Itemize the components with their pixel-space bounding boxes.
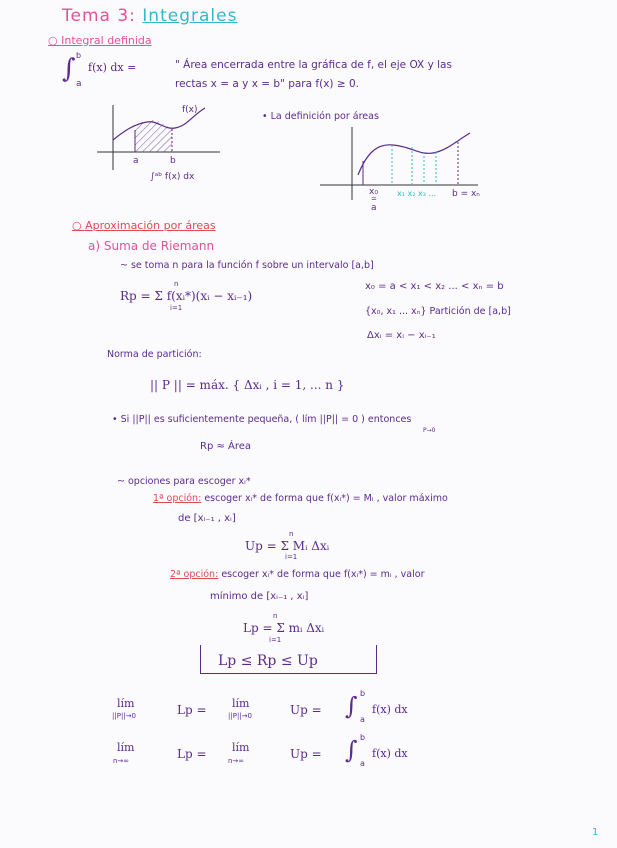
partition-line-2: {x₀, x₁ ... xₙ} Partición de [a,b] bbox=[365, 306, 511, 317]
lim2-sub: n→∞ bbox=[113, 757, 130, 765]
section-heading-definite-integral bbox=[48, 35, 152, 46]
up-sum-top: n bbox=[289, 530, 294, 538]
lp-sum-top: n bbox=[273, 612, 278, 620]
inequality: Lp ≤ Rp ≤ Up bbox=[218, 653, 318, 669]
section-heading-text: Aproximación por áreas bbox=[85, 219, 216, 232]
lim1-mid2: lím bbox=[232, 697, 250, 710]
small-norm-note: • Si ||P|| es suficientemente pequeña, ( lím ||P|| = 0 ) entonces bbox=[112, 414, 412, 425]
lim1-up: Up = bbox=[290, 703, 322, 717]
title-prefix: Tema 3: bbox=[62, 6, 136, 26]
small-norm-note-lim: P→0 bbox=[423, 427, 436, 434]
curve bbox=[358, 133, 470, 175]
title-name: Integrales bbox=[142, 6, 238, 26]
lp-formula: Lp = Σ mᵢ Δxᵢ bbox=[243, 621, 325, 635]
rp-approx: Rp ≈ Área bbox=[200, 441, 252, 452]
section-heading-text: Integral definida bbox=[61, 34, 152, 47]
riemann-sum-top: n bbox=[174, 280, 179, 288]
bullet: ○ bbox=[72, 219, 86, 232]
page-number: 1 bbox=[592, 827, 599, 838]
option1-line-2: de [xᵢ₋₁ , xᵢ] bbox=[178, 513, 236, 524]
graph2-a: a bbox=[371, 203, 377, 213]
integral-lower: a bbox=[76, 79, 82, 89]
lim1-int-lower: a bbox=[360, 715, 365, 724]
norm-heading: Norma de partición: bbox=[107, 349, 202, 360]
option1-text: escoger xᵢ* de forma que f(xᵢ*) = Mᵢ , valor máximo bbox=[204, 493, 448, 504]
graph1-tick-b: b bbox=[170, 156, 176, 166]
definition-line-2: rectas x = a y x = b" para f(x) ≥ 0. bbox=[175, 78, 359, 90]
graph1-tick-a: a bbox=[133, 156, 139, 166]
graph2-x0: x₀ bbox=[369, 187, 378, 197]
lim2-up: Up = bbox=[290, 747, 322, 761]
riemann-formula: Rp = Σ f(xᵢ*)(xᵢ − xᵢ₋₁) bbox=[120, 289, 253, 303]
lim1-sub: ||P||→0 bbox=[112, 712, 136, 720]
lim1-lhs: lím bbox=[117, 697, 135, 710]
lim1-mid: Lp = bbox=[177, 703, 207, 717]
section-heading-approximation bbox=[72, 220, 216, 231]
up-sum-bottom: i=1 bbox=[285, 553, 298, 561]
graph1-fx-label: f(x) bbox=[182, 105, 198, 115]
subheading-riemann: a) Suma de Riemann bbox=[88, 239, 215, 253]
lp-sum-bottom: i=1 bbox=[269, 636, 282, 644]
graph2-note: • La definición por áreas bbox=[262, 111, 379, 122]
norm-formula: || P || = máx. { Δxᵢ , i = 1, ... n } bbox=[150, 378, 345, 392]
partition-line-1: x₀ = a < x₁ < x₂ ... < xₙ = b bbox=[365, 281, 504, 292]
lim1-int-upper: b bbox=[360, 689, 366, 698]
lim2-lhs: lím bbox=[117, 741, 135, 754]
graph2-x0-eq: = bbox=[371, 195, 377, 203]
graph2-end: b = xₙ bbox=[452, 189, 480, 199]
option1-line-1 bbox=[153, 494, 448, 504]
lim2-mid: Lp = bbox=[177, 747, 207, 761]
lim2-mid2: lím bbox=[232, 741, 250, 754]
graph2-ticks: x₁ x₂ x₃ ... bbox=[397, 189, 437, 198]
definition-line-1: " Área encerrada entre la gráfica de f, el eje OX y las bbox=[175, 59, 452, 71]
lim2-int-lower: a bbox=[360, 759, 365, 768]
lim2-integral-sign: ∫ bbox=[345, 736, 358, 764]
graph-area-under-curve bbox=[95, 100, 225, 180]
option2-line-1 bbox=[170, 570, 424, 580]
riemann-intro: ~ se toma n para la función f sobre un intervalo [a,b] bbox=[120, 260, 374, 271]
lim2-int: f(x) dx bbox=[372, 747, 408, 760]
option2-text: escoger xᵢ* de forma que f(xᵢ*) = mᵢ , valor bbox=[221, 569, 425, 580]
shaded-area bbox=[135, 120, 172, 152]
option2-label: 2ª opción: bbox=[170, 569, 219, 580]
lim2-int-upper: b bbox=[360, 733, 366, 742]
integral-upper: b bbox=[76, 51, 82, 60]
lim2-sub2: n→∞ bbox=[228, 757, 245, 765]
riemann-sum-bottom: i=1 bbox=[170, 304, 183, 312]
option1-label: 1ª opción: bbox=[153, 493, 202, 504]
options-heading: ~ opciones para escoger xᵢ* bbox=[117, 476, 251, 487]
bullet: ○ bbox=[48, 34, 62, 47]
lim1-int: f(x) dx bbox=[372, 703, 408, 716]
lim1-sub2: ||P||→0 bbox=[228, 712, 252, 720]
integral-sign: ∫ bbox=[62, 54, 76, 84]
lim1-integral-sign: ∫ bbox=[345, 692, 358, 720]
option2-line-2: mínimo de [xᵢ₋₁ , xᵢ] bbox=[210, 591, 309, 602]
integrand: f(x) dx = bbox=[88, 61, 137, 74]
up-formula: Up = Σ Mᵢ Δxᵢ bbox=[245, 539, 330, 553]
graph1-caption: ∫ᵃᵇ f(x) dx bbox=[150, 172, 195, 182]
page-title bbox=[62, 8, 237, 25]
partition-line-3: Δxᵢ = xᵢ − xᵢ₋₁ bbox=[367, 330, 436, 341]
